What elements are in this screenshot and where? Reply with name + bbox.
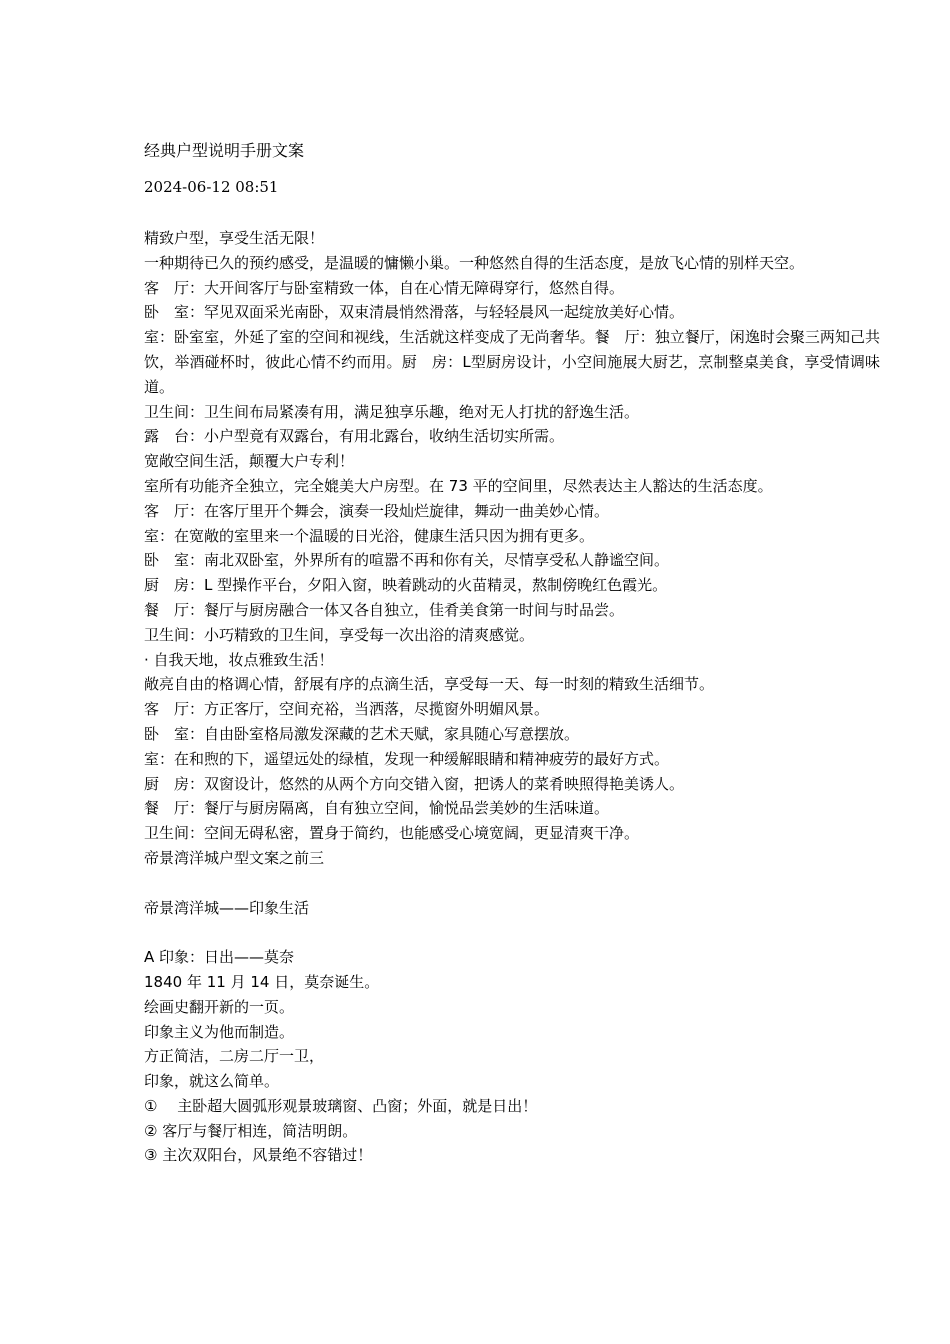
item-bedroom-2: 卧 室：南北双卧室，外界所有的喧嚣不再和你有关，尽情享受私人静谧空间。 xyxy=(144,551,670,570)
item-room-2: 室：在宽敞的室里来一个温暖的日光浴，健康生活只因为拥有更多。 xyxy=(144,526,595,545)
item-bathroom: 卫生间：卫生间布局紧凑有用，满足独享乐趣，绝对无人打扰的舒逸生活。 xyxy=(144,402,640,421)
item-kitchen-3: 厨 房：双窗设计，悠然的从两个方向交错入窗，把诱人的菜肴映照得艳美诱人。 xyxy=(144,774,685,793)
paragraph-room-dining-kitchen: 室：卧室室，外延了室的空间和视线，生活就这样变成了无尚奢华。餐 厅：独立餐厅，闲逸时会聚三两知己共饮，举酒碰杯时，彼此心情不约而用。厨 房：L型厨房设计，小空间施展大厨艺，烹制整桌美食，享受情调味道。 xyxy=(144,328,880,396)
document-date: 2024-06-12 08:51 xyxy=(144,178,279,196)
list-item-1: ① 主卧超大圆弧形观景玻璃窗、凸窗；外面，就是日出！ xyxy=(144,1096,538,1115)
item-dining-2: 餐 厅：餐厅与厨房融合一体又各自独立，佳肴美食第一时间与时品尝。 xyxy=(144,600,625,619)
section-title-dijingwan: 帝景湾洋城户型文案之前三 xyxy=(144,848,325,867)
heading-exquisite-layout: 精致户型，享受生活无限！ xyxy=(144,229,325,247)
item-dining-3: 餐 厅：餐厅与厨房隔离，自有独立空间，愉悦品尝美妙的生活味道。 xyxy=(144,799,610,818)
paragraph-own-world-intro: 敞亮自由的格调心情，舒展有序的点滴生活，享受每一天、每一时刻的精致生活细节。 xyxy=(144,675,715,694)
text-layout-summary: 方正简洁，二房二厅一卫， xyxy=(144,1047,325,1066)
heading-impression-living: 帝景湾洋城——印象生活 xyxy=(144,898,310,917)
item-bathroom-2: 卫生间：小巧精致的卫生间，享受每一次出浴的清爽感觉。 xyxy=(144,625,535,644)
paragraph-intro: 一种期待已久的预约感受，是温暖的慵懒小巢。一种悠然自得的生活态度，是放飞心情的别样天空。 xyxy=(144,253,805,272)
spacer xyxy=(144,871,880,896)
text-monet-birth: 1840 年 11 月 14 日，莫奈诞生。 xyxy=(144,972,380,991)
text-impression-simple: 印象，就这么简单。 xyxy=(144,1072,280,1091)
heading-spacious-living: 宽敞空间生活，颠覆大户专利！ xyxy=(144,452,355,471)
list-item-2: ② 客厅与餐厅相连，简洁明朗。 xyxy=(144,1121,358,1140)
item-bedroom-3: 卧 室：自由卧室格局激发深藏的艺术天赋，家具随心写意摆放。 xyxy=(144,724,580,743)
text-history-page: 绘画史翻开新的一页。 xyxy=(144,997,295,1016)
document-body xyxy=(144,226,880,1168)
item-bathroom-3: 卫生间：空间无碍私密，置身于简约，也能感受心境宽阔，更显清爽干净。 xyxy=(144,824,640,843)
paragraph-spacious-intro: 室所有功能齐全独立，完全媲美大户房型。在 73 平的空间里，尽然表达主人豁达的生活态度。 xyxy=(144,476,773,495)
item-room-3: 室：在和煦的下，遥望远处的绿植，发现一种缓解眼睛和精神疲劳的最好方式。 xyxy=(144,749,670,768)
item-living-room-3: 客 厅：方正客厅，空间充裕，当洒落，尽揽窗外明媚风景。 xyxy=(144,700,550,719)
heading-impression-sunrise: A 印象：日出——莫奈 xyxy=(144,948,295,967)
heading-own-world: · 自我天地，妆点雅致生活！ xyxy=(144,650,334,669)
document-title: 经典户型说明手册文案 xyxy=(144,141,305,160)
item-living-room: 客 厅：大开间客厅与卧室精致一体，自在心情无障碍穿行，悠然自得。 xyxy=(144,278,625,297)
text-impressionism: 印象主义为他而制造。 xyxy=(144,1022,295,1041)
item-living-room-2: 客 厅：在客厅里开个舞会，演奏一段灿烂旋律，舞动一曲美妙心情。 xyxy=(144,501,610,520)
item-kitchen-2: 厨 房：L 型操作平台，夕阳入窗，映着跳动的火苗精灵，熬制傍晚红色霞光。 xyxy=(144,576,668,595)
item-terrace: 露 台：小户型竟有双露台，有用北露台，收纳生活切实所需。 xyxy=(144,427,565,446)
item-bedroom: 卧 室：罕见双面采光南卧，双束清晨悄然滑落，与轻轻晨风一起绽放美好心情。 xyxy=(144,303,685,322)
list-item-3: ③ 主次双阳台，风景绝不容错过！ xyxy=(144,1146,373,1165)
spacer xyxy=(144,920,880,945)
